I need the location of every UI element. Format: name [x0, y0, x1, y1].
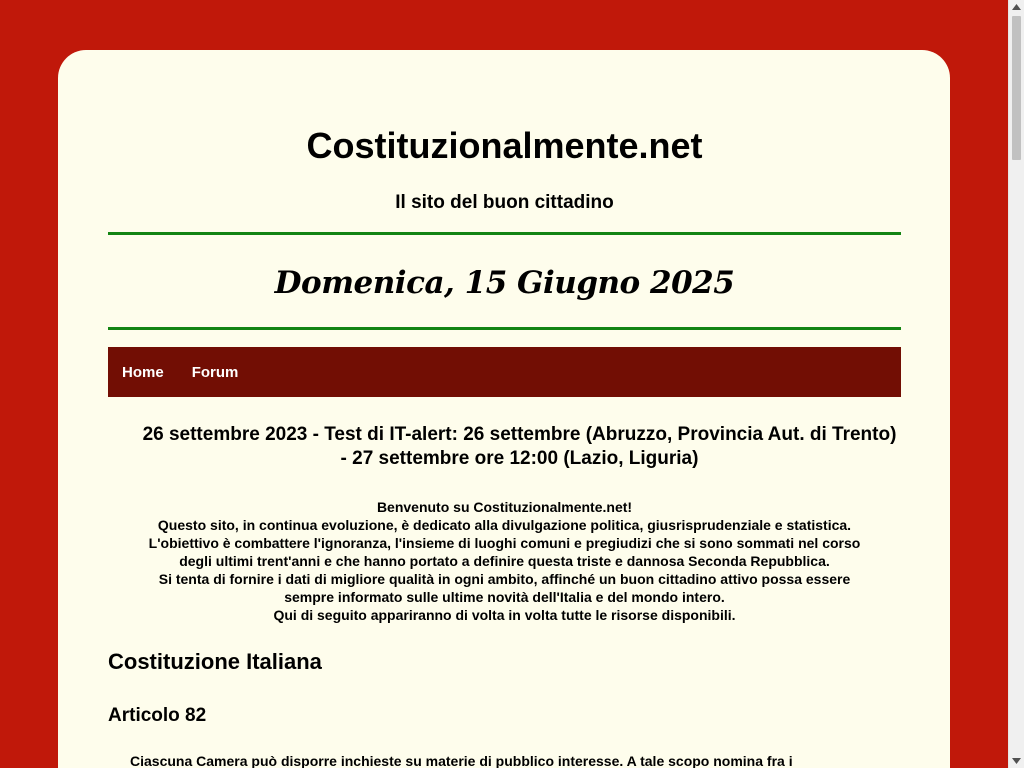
article-text: Ciascuna Camera può disporre inchieste su materie di pubblico interesse. A tale scopo nomina fra i	[130, 753, 793, 768]
divider-bottom	[108, 327, 901, 330]
welcome-line: degli ultimi trent'anni e che hanno portato a definire questa triste e dannosa Seconda Repubblica.	[179, 553, 830, 569]
welcome-line: sempre informato sulle ultime novità dell'Italia e del mondo intero.	[284, 589, 725, 605]
nav-item-home[interactable]: Home	[122, 363, 164, 381]
current-date: Domenica, 15 Giugno 2025	[274, 265, 735, 301]
divider-top	[108, 232, 901, 235]
welcome-line: Benvenuto su Costituzionalmente.net!	[376, 499, 633, 515]
nav-item-forum[interactable]: Forum	[191, 363, 239, 381]
site-title: Costituzionalmente.net	[306, 125, 703, 166]
site-subtitle: Il sito del buon cittadino	[395, 192, 614, 213]
constitution-heading: Costituzione Italiana	[108, 649, 322, 674]
main-nav	[108, 347, 901, 397]
welcome-line: Si tenta di fornire i dati di migliore qualità in ogni ambito, affinché un buon cittadino attivo possa essere	[158, 571, 851, 587]
news-headline: 26 settembre 2023 - Test di IT-alert: 26 settembre (Abruzzo, Provincia Aut. di Trento) - 27 settembre ore 12:00 (Lazio, Liguria)	[142, 424, 897, 469]
vertical-scrollbar[interactable]	[1008, 0, 1024, 768]
page-card	[58, 50, 950, 768]
welcome-line: Qui di seguito appariranno di volta in volta tutte le risorse disponibili.	[273, 607, 736, 623]
article-heading: Articolo 82	[108, 705, 207, 726]
welcome-line: L'obiettivo è combattere l'ignoranza, l'insieme di luoghi comuni e pregiudizi che si sono sommati nel corso	[148, 535, 861, 551]
welcome-text	[108, 498, 901, 624]
scroll-down-icon[interactable]	[1009, 754, 1024, 768]
welcome-line: Questo sito, in continua evoluzione, è dedicato alla divulgazione politica, giusrisprudenziale e statistica.	[157, 517, 852, 533]
scroll-up-icon[interactable]	[1009, 0, 1024, 14]
scroll-thumb[interactable]	[1012, 16, 1021, 160]
